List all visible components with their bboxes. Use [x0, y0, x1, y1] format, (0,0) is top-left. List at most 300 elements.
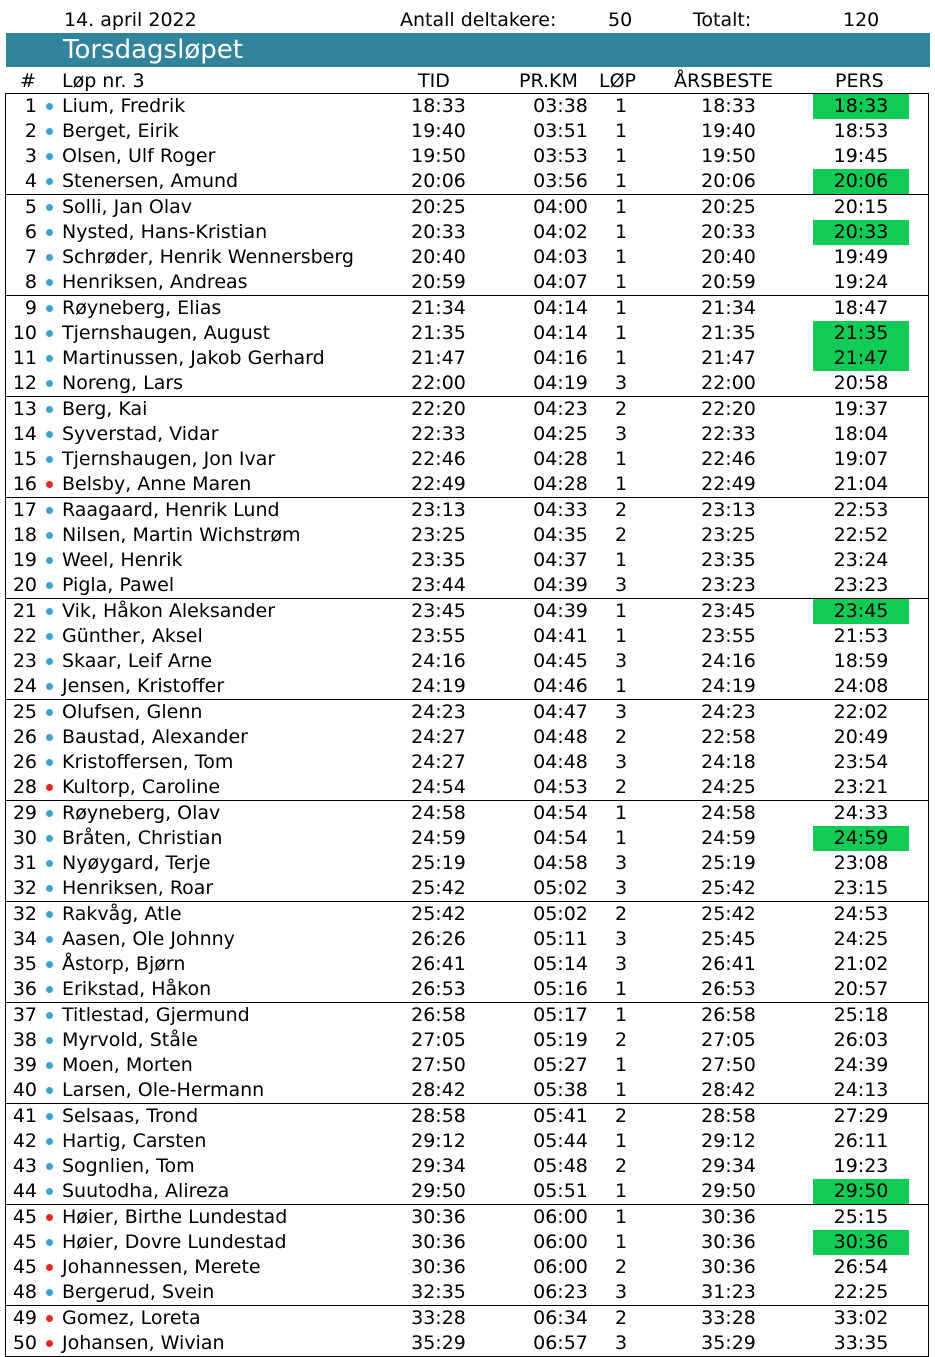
season-best: 23:23: [701, 574, 756, 596]
col-tid: TID: [418, 70, 450, 92]
male-dot-icon: [46, 683, 53, 690]
finish-time: 24:59: [411, 827, 466, 849]
male-dot-icon: [46, 860, 53, 867]
place-number: 50: [12, 1332, 37, 1354]
personal-best: 23:54: [833, 751, 889, 773]
male-dot-icon: [46, 103, 53, 110]
personal-best: 26:11: [833, 1130, 889, 1152]
table-row: [6, 952, 928, 977]
male-dot-icon: [46, 532, 53, 539]
finish-time: 18:33: [411, 95, 466, 117]
season-best: 24:58: [701, 802, 756, 824]
table-row: [6, 876, 928, 901]
personal-best: 22:02: [833, 701, 889, 723]
personal-best-highlight: 21:47: [813, 346, 909, 371]
place-number: 1: [24, 95, 37, 117]
place-number: 34: [12, 928, 37, 950]
season-best: 29:50: [701, 1180, 756, 1202]
personal-best-highlight: 21:35: [813, 321, 909, 346]
table-row: [6, 851, 928, 876]
participants-value: 50: [608, 9, 633, 31]
table-row: [6, 826, 928, 851]
personal-best: 23:15: [833, 877, 889, 899]
race-count: 2: [614, 776, 628, 798]
finish-time: 20:59: [411, 271, 466, 293]
race-count: 1: [614, 196, 628, 218]
participants-label: Antall deltakere:: [400, 9, 557, 31]
pace-per-km: 04:14: [533, 322, 588, 344]
table-row: [6, 1154, 928, 1179]
table-row: [6, 775, 928, 800]
race-count: 1: [614, 549, 628, 571]
male-dot-icon: [46, 1289, 53, 1296]
table-row: [6, 599, 928, 624]
col-race-number: Løp nr. 3: [62, 70, 145, 92]
finish-time: 22:46: [411, 448, 466, 470]
pace-per-km: 06:23: [533, 1281, 588, 1303]
season-best: 23:13: [701, 499, 756, 521]
pace-per-km: 04:14: [533, 297, 588, 319]
finish-time: 25:42: [411, 877, 466, 899]
finish-time: 23:13: [411, 499, 466, 521]
place-number: 20: [12, 574, 37, 596]
finish-time: 29:34: [411, 1155, 466, 1177]
race-count: 1: [614, 246, 628, 268]
pace-per-km: 04:00: [533, 196, 588, 218]
place-number: 5: [24, 196, 37, 218]
runner-name: Aasen, Ole Johnny: [62, 928, 235, 950]
runner-name: Bråten, Christian: [62, 827, 223, 849]
season-best: 19:40: [701, 120, 756, 142]
results-table: [5, 93, 929, 1357]
total-value: 120: [843, 9, 880, 31]
race-count: 1: [614, 297, 628, 319]
male-dot-icon: [46, 633, 53, 640]
place-number: 38: [12, 1029, 37, 1051]
finish-time: 25:19: [411, 852, 466, 874]
season-best: 20:40: [701, 246, 756, 268]
top-summary: [0, 7, 935, 35]
pace-per-km: 04:48: [533, 726, 588, 748]
race-count: 2: [614, 499, 628, 521]
table-row: [6, 1205, 928, 1230]
race-count: 1: [614, 221, 628, 243]
personal-best: 24:33: [833, 802, 889, 824]
col-num: #: [20, 70, 36, 92]
race-count: 3: [614, 574, 628, 596]
table-row: [6, 195, 928, 220]
place-number: 17: [12, 499, 37, 521]
row-group: [6, 1002, 928, 1103]
place-number: 43: [12, 1155, 37, 1177]
pace-per-km: 04:46: [533, 675, 588, 697]
male-dot-icon: [46, 1062, 53, 1069]
finish-time: 20:06: [411, 170, 466, 192]
personal-best: 26:54: [833, 1256, 889, 1278]
finish-time: 25:42: [411, 903, 466, 925]
personal-best: 20:15: [833, 196, 889, 218]
runner-name: Røyneberg, Olav: [62, 802, 221, 824]
finish-time: 35:29: [411, 1332, 466, 1354]
pace-per-km: 04:23: [533, 398, 588, 420]
table-row: [6, 573, 928, 598]
runner-name: Günther, Aksel: [62, 625, 203, 647]
finish-time: 23:55: [411, 625, 466, 647]
runner-name: Gomez, Loreta: [62, 1307, 201, 1329]
runner-name: Vik, Håkon Aleksander: [62, 600, 276, 622]
runner-name: Skaar, Leif Arne: [62, 650, 213, 672]
personal-best: 24:08: [833, 675, 889, 697]
female-dot-icon: [46, 481, 53, 488]
personal-best: 24:53: [833, 903, 889, 925]
table-row: [6, 220, 928, 245]
pace-per-km: 06:00: [533, 1206, 588, 1228]
race-count: 1: [614, 120, 628, 142]
personal-best: 21:04: [833, 473, 889, 495]
season-best: 27:50: [701, 1054, 756, 1076]
runner-name: Åstorp, Bjørn: [62, 953, 186, 975]
season-best: 25:19: [701, 852, 756, 874]
personal-best: 19:37: [833, 398, 889, 420]
place-number: 18: [12, 524, 37, 546]
finish-time: 24:27: [411, 726, 466, 748]
race-count: 2: [614, 1029, 628, 1051]
male-dot-icon: [46, 305, 53, 312]
pace-per-km: 06:00: [533, 1231, 588, 1253]
season-best: 22:46: [701, 448, 756, 470]
runner-name: Kristoffersen, Tom: [62, 751, 234, 773]
male-dot-icon: [46, 1113, 53, 1120]
finish-time: 26:58: [411, 1004, 466, 1026]
personal-best-highlight: 24:59: [813, 826, 909, 851]
pace-per-km: 04:03: [533, 246, 588, 268]
runner-name: Weel, Henrik: [62, 549, 183, 571]
season-best: 35:29: [701, 1332, 756, 1354]
male-dot-icon: [46, 835, 53, 842]
finish-time: 29:12: [411, 1130, 466, 1152]
place-number: 31: [12, 852, 37, 874]
season-best: 21:35: [701, 322, 756, 344]
finish-time: 30:36: [411, 1206, 466, 1228]
place-number: 37: [12, 1004, 37, 1026]
table-row: [6, 1003, 928, 1028]
season-best: 28:42: [701, 1079, 756, 1101]
race-count: 1: [614, 145, 628, 167]
season-best: 22:00: [701, 372, 756, 394]
place-number: 29: [12, 802, 37, 824]
place-number: 24: [12, 675, 37, 697]
runner-name: Moen, Morten: [62, 1054, 193, 1076]
finish-time: 22:49: [411, 473, 466, 495]
race-count: 1: [614, 1180, 628, 1202]
total-label: Totalt:: [693, 9, 752, 31]
personal-best: 22:52: [833, 524, 889, 546]
season-best: 24:23: [701, 701, 756, 723]
male-dot-icon: [46, 1012, 53, 1019]
race-count: 3: [614, 877, 628, 899]
place-number: 44: [12, 1180, 37, 1202]
personal-best-highlight: 20:06: [813, 169, 909, 194]
race-count: 1: [614, 675, 628, 697]
personal-best: 19:24: [833, 271, 889, 293]
table-row: [6, 270, 928, 295]
runner-name: Olufsen, Glenn: [62, 701, 203, 723]
pace-per-km: 03:38: [533, 95, 588, 117]
season-best: 23:25: [701, 524, 756, 546]
season-best: 27:05: [701, 1029, 756, 1051]
place-number: 41: [12, 1105, 37, 1127]
row-group: [6, 1305, 928, 1356]
finish-time: 23:35: [411, 549, 466, 571]
season-best: 26:53: [701, 978, 756, 1000]
season-best: 25:42: [701, 877, 756, 899]
personal-best: 22:25: [833, 1281, 889, 1303]
pace-per-km: 04:58: [533, 852, 588, 874]
finish-time: 24:23: [411, 701, 466, 723]
race-count: 1: [614, 978, 628, 1000]
runner-name: Baustad, Alexander: [62, 726, 248, 748]
table-row: [6, 801, 928, 826]
table-row: [6, 1129, 928, 1154]
race-count: 1: [614, 1004, 628, 1026]
pace-per-km: 06:34: [533, 1307, 588, 1329]
runner-name: Henriksen, Roar: [62, 877, 214, 899]
table-row: [6, 1280, 928, 1305]
row-group: [6, 295, 928, 396]
race-count: 3: [614, 928, 628, 950]
place-number: 23: [12, 650, 37, 672]
table-row: [6, 498, 928, 523]
male-dot-icon: [46, 128, 53, 135]
season-best: 33:28: [701, 1307, 756, 1329]
table-row: [6, 927, 928, 952]
place-number: 15: [12, 448, 37, 470]
pace-per-km: 04:53: [533, 776, 588, 798]
table-row: [6, 422, 928, 447]
race-count: 2: [614, 726, 628, 748]
place-number: 45: [12, 1231, 37, 1253]
finish-time: 23:25: [411, 524, 466, 546]
runner-name: Nilsen, Martin Wichstrøm: [62, 524, 301, 546]
pace-per-km: 04:54: [533, 802, 588, 824]
runner-name: Stenersen, Amund: [62, 170, 239, 192]
race-count: 1: [614, 95, 628, 117]
season-best: 24:19: [701, 675, 756, 697]
season-best: 23:55: [701, 625, 756, 647]
male-dot-icon: [46, 734, 53, 741]
place-number: 28: [12, 776, 37, 798]
season-best: 22:58: [701, 726, 756, 748]
male-dot-icon: [46, 961, 53, 968]
race-count: 1: [614, 170, 628, 192]
row-group: [6, 396, 928, 497]
pace-per-km: 05:16: [533, 978, 588, 1000]
pace-per-km: 03:51: [533, 120, 588, 142]
finish-time: 23:45: [411, 600, 466, 622]
place-number: 36: [12, 978, 37, 1000]
race-count: 1: [614, 473, 628, 495]
pace-per-km: 04:28: [533, 473, 588, 495]
runner-name: Pigla, Pawel: [62, 574, 175, 596]
table-row: [6, 649, 928, 674]
place-number: 21: [12, 600, 37, 622]
race-count: 3: [614, 650, 628, 672]
table-row: [6, 1078, 928, 1103]
pace-per-km: 05:11: [533, 928, 588, 950]
place-number: 7: [24, 246, 37, 268]
race-date: 14. april 2022: [64, 9, 197, 31]
place-number: 48: [12, 1281, 37, 1303]
place-number: 12: [12, 372, 37, 394]
table-row: [6, 94, 928, 119]
race-count: 1: [614, 448, 628, 470]
table-row: [6, 1053, 928, 1078]
table-row: [6, 548, 928, 573]
runner-name: Noreng, Lars: [62, 372, 184, 394]
col-arsbeste: ÅRSBESTE: [674, 70, 773, 92]
season-best: 20:33: [701, 221, 756, 243]
finish-time: 21:35: [411, 322, 466, 344]
male-dot-icon: [46, 1037, 53, 1044]
personal-best: 33:35: [833, 1332, 889, 1354]
finish-time: 27:50: [411, 1054, 466, 1076]
personal-best: 20:57: [833, 978, 889, 1000]
personal-best: 33:02: [833, 1307, 889, 1329]
place-number: 45: [12, 1256, 37, 1278]
pace-per-km: 04:07: [533, 271, 588, 293]
season-best: 30:36: [701, 1231, 756, 1253]
personal-best: 27:29: [833, 1105, 889, 1127]
place-number: 26: [12, 726, 37, 748]
male-dot-icon: [46, 911, 53, 918]
runner-name: Tjernshaugen, Jon Ivar: [62, 448, 276, 470]
finish-time: 26:53: [411, 978, 466, 1000]
finish-time: 24:58: [411, 802, 466, 824]
pace-per-km: 04:28: [533, 448, 588, 470]
male-dot-icon: [46, 1188, 53, 1195]
runner-name: Røyneberg, Elias: [62, 297, 222, 319]
finish-time: 24:19: [411, 675, 466, 697]
title-banner: [6, 33, 930, 67]
race-count: 3: [614, 372, 628, 394]
table-row: [6, 321, 928, 346]
personal-best: 22:53: [833, 499, 889, 521]
male-dot-icon: [46, 229, 53, 236]
season-best: 26:58: [701, 1004, 756, 1026]
finish-time: 22:00: [411, 372, 466, 394]
runner-name: Berget, Eirik: [62, 120, 179, 142]
place-number: 16: [12, 473, 37, 495]
finish-time: 26:26: [411, 928, 466, 950]
runner-name: Berg, Kai: [62, 398, 148, 420]
finish-time: 20:33: [411, 221, 466, 243]
pace-per-km: 05:48: [533, 1155, 588, 1177]
place-number: 30: [12, 827, 37, 849]
male-dot-icon: [46, 1239, 53, 1246]
race-count: 2: [614, 1307, 628, 1329]
season-best: 22:20: [701, 398, 756, 420]
place-number: 2: [24, 120, 37, 142]
place-number: 14: [12, 423, 37, 445]
male-dot-icon: [46, 885, 53, 892]
column-header: [0, 67, 935, 93]
pace-per-km: 04:39: [533, 600, 588, 622]
table-row: [6, 1104, 928, 1129]
table-row: [6, 750, 928, 775]
personal-best: 19:23: [833, 1155, 889, 1177]
table-row: [6, 624, 928, 649]
runner-name: Nysted, Hans-Kristian: [62, 221, 268, 243]
finish-time: 19:40: [411, 120, 466, 142]
personal-best: 19:49: [833, 246, 889, 268]
personal-best-highlight: 20:33: [813, 220, 909, 245]
place-number: 26: [12, 751, 37, 773]
runner-name: Sognlien, Tom: [62, 1155, 195, 1177]
race-count: 3: [614, 423, 628, 445]
race-count: 1: [614, 1231, 628, 1253]
place-number: 32: [12, 877, 37, 899]
season-best: 22:49: [701, 473, 756, 495]
season-best: 29:12: [701, 1130, 756, 1152]
runner-name: Tjernshaugen, August: [62, 322, 271, 344]
pace-per-km: 05:27: [533, 1054, 588, 1076]
pace-per-km: 06:00: [533, 1256, 588, 1278]
pace-per-km: 05:02: [533, 903, 588, 925]
place-number: 6: [24, 221, 37, 243]
table-row: [6, 346, 928, 371]
runner-name: Lium, Fredrik: [62, 95, 186, 117]
place-number: 25: [12, 701, 37, 723]
place-number: 4: [24, 170, 37, 192]
row-group: [6, 800, 928, 901]
female-dot-icon: [46, 1340, 53, 1347]
finish-time: 33:28: [411, 1307, 466, 1329]
male-dot-icon: [46, 608, 53, 615]
personal-best: 23:08: [833, 852, 889, 874]
runner-name: Suutodha, Alireza: [62, 1180, 230, 1202]
row-group: [6, 699, 928, 800]
season-best: 28:58: [701, 1105, 756, 1127]
personal-best: 19:45: [833, 145, 889, 167]
pace-per-km: 05:38: [533, 1079, 588, 1101]
season-best: 25:45: [701, 928, 756, 950]
personal-best: 18:04: [833, 423, 889, 445]
race-count: 3: [614, 1281, 628, 1303]
table-row: [6, 472, 928, 497]
race-count: 1: [614, 322, 628, 344]
pace-per-km: 04:54: [533, 827, 588, 849]
table-row: [6, 1230, 928, 1255]
row-group: [6, 194, 928, 295]
pace-per-km: 05:17: [533, 1004, 588, 1026]
finish-time: 21:47: [411, 347, 466, 369]
place-number: 13: [12, 398, 37, 420]
finish-time: 29:50: [411, 1180, 466, 1202]
place-number: 49: [12, 1307, 37, 1329]
place-number: 42: [12, 1130, 37, 1152]
finish-time: 26:41: [411, 953, 466, 975]
male-dot-icon: [46, 204, 53, 211]
personal-best: 20:58: [833, 372, 889, 394]
finish-time: 19:50: [411, 145, 466, 167]
season-best: 25:42: [701, 903, 756, 925]
table-row: [6, 977, 928, 1002]
row-group: [6, 598, 928, 699]
pace-per-km: 03:56: [533, 170, 588, 192]
personal-best: 24:25: [833, 928, 889, 950]
race-count: 1: [614, 802, 628, 824]
place-number: 3: [24, 145, 37, 167]
